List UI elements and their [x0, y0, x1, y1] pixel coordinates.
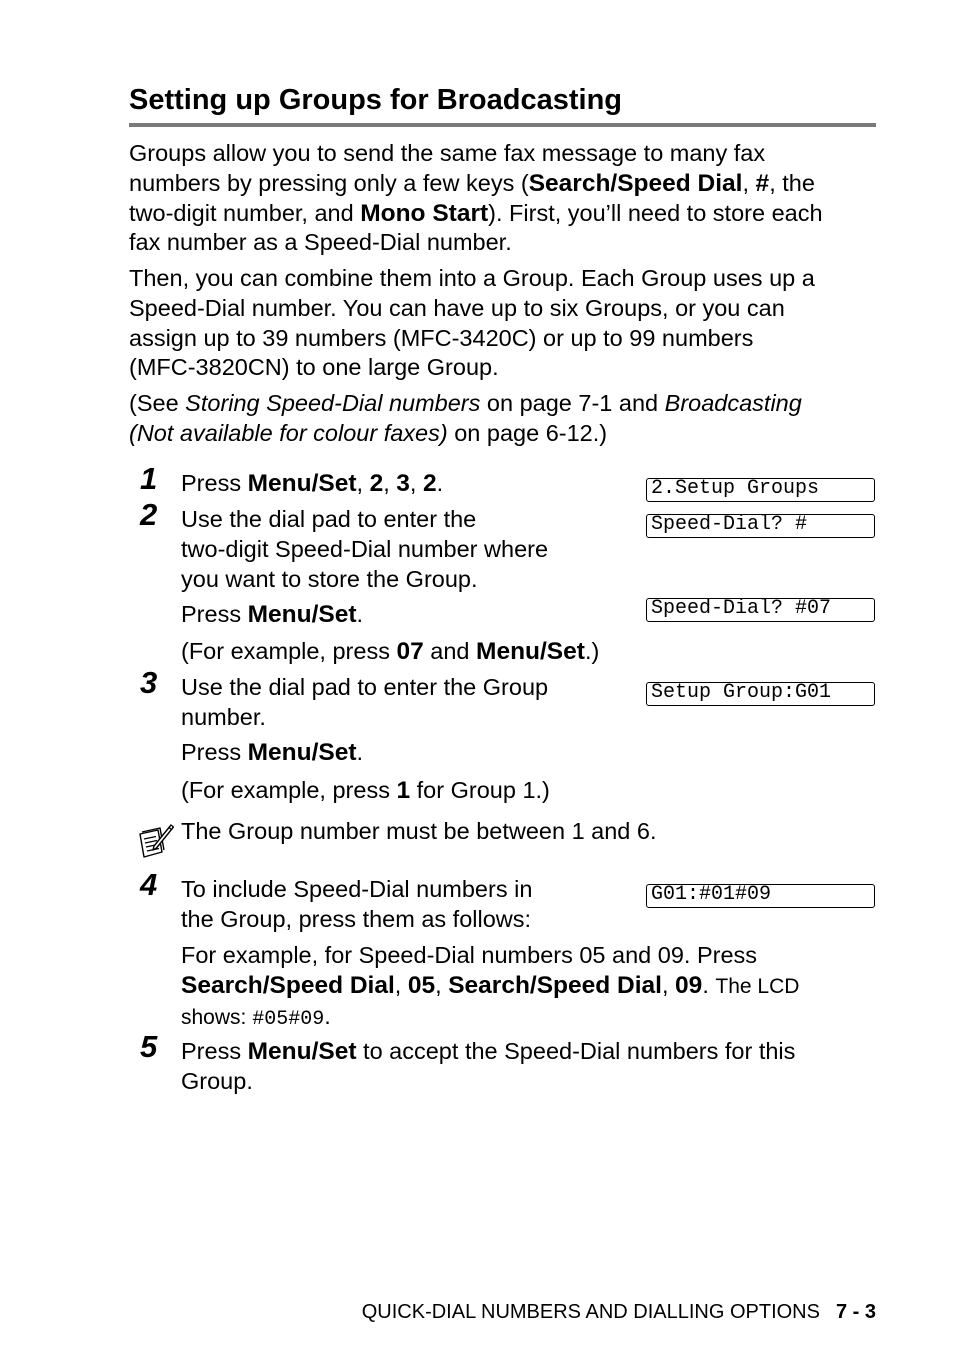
text-line: Groups allow you to send the same fax message to many fax: [129, 140, 766, 166]
lcd-display-speed-dial-07: Speed-Dial? #07: [646, 598, 875, 622]
text-line: Speed-Dial number. You can have up to six Groups, or you can: [129, 294, 785, 321]
step-4-example: For example, for Speed-Dial numbers 05 and 09. Press Search/Speed Dial, 05, Search/Speed Dial, 09. The LCD shows: #05#09.: [181, 942, 800, 1031]
step-number-5: 5: [140, 1029, 158, 1064]
step-3-example: (For example, press 1 for Group 1.): [181, 777, 550, 804]
text-line: Then, you can combine them into a Group. Each Group uses up a: [129, 265, 815, 291]
cross-reference-paragraph: [129, 389, 889, 449]
footer-section-title: QUICK-DIAL NUMBERS AND DIALLING OPTIONS: [361, 1301, 820, 1323]
step-3-press: Press Menu/Set.: [181, 739, 364, 766]
lcd-inline-code: #05#09: [252, 1007, 325, 1031]
note-text: The Group number must be between 1 and 6.: [181, 818, 657, 844]
link-broadcasting-cont[interactable]: (Not available for colour faxes): [129, 419, 448, 446]
step-number-4: 4: [140, 867, 158, 902]
step-1-text: Press Menu/Set, 2, 3, 2.: [181, 470, 444, 497]
intro-paragraph-1: [129, 139, 889, 258]
key-name: #: [755, 169, 770, 197]
intro-paragraph-2: [129, 264, 889, 383]
page-number: 7 - 3: [835, 1301, 876, 1323]
step-number-1: 1: [140, 461, 158, 496]
text-line: fax number as a Speed-Dial number.: [129, 229, 512, 256]
step-2-text: Use the dial pad to enter the two-digit Speed-Dial number where you want to store the Group.: [181, 506, 549, 592]
step-4-text: To include Speed-Dial numbers in the Group, press them as follows:: [181, 876, 533, 932]
text-line: numbers by pressing only a few keys (Search/Speed Dial, #, the: [129, 169, 815, 197]
text-line: (See Storing Speed-Dial numbers on page 7-1 and Broadcasting: [129, 390, 802, 416]
step-number-2: 2: [140, 497, 158, 532]
page-title: Setting up Groups for Broadcasting: [129, 84, 623, 116]
text-line: assign up to 39 numbers (MFC-3420C) or up to 99 numbers: [129, 324, 754, 351]
step-5-text: Press Menu/Set to accept the Speed-Dial numbers for this Group.: [181, 1038, 796, 1094]
lcd-display-speed-dial-prompt: Speed-Dial? #: [646, 514, 875, 538]
text-line: (Not available for colour faxes) on page 6-12.): [129, 419, 608, 446]
text-line: (MFC-3820CN) to one large Group.: [129, 354, 499, 381]
note-pencil-icon: [134, 822, 174, 862]
step-3-text: Use the dial pad to enter the Group number.: [181, 674, 549, 730]
text-line: two-digit number, and Mono Start). First, you’ll need to store each: [129, 199, 823, 227]
link-broadcasting[interactable]: Broadcasting: [664, 390, 802, 416]
step-number-3: 3: [140, 665, 158, 700]
lcd-display-setup-groups: 2.Setup Groups: [646, 478, 875, 502]
lcd-display-g01-entries: G01:#01#09: [646, 884, 875, 908]
link-storing-speed-dial[interactable]: Storing Speed-Dial numbers: [185, 390, 481, 416]
key-name: Mono Start: [360, 199, 489, 227]
key-name: Search/Speed Dial: [528, 169, 743, 197]
step-2-example: (For example, press 07 and Menu/Set.): [181, 638, 600, 665]
title-rule: [129, 123, 876, 127]
page-footer: [362, 1301, 876, 1324]
lcd-display-setup-group-g01: Setup Group:G01: [646, 682, 875, 706]
step-2-press: Press Menu/Set.: [181, 601, 364, 628]
